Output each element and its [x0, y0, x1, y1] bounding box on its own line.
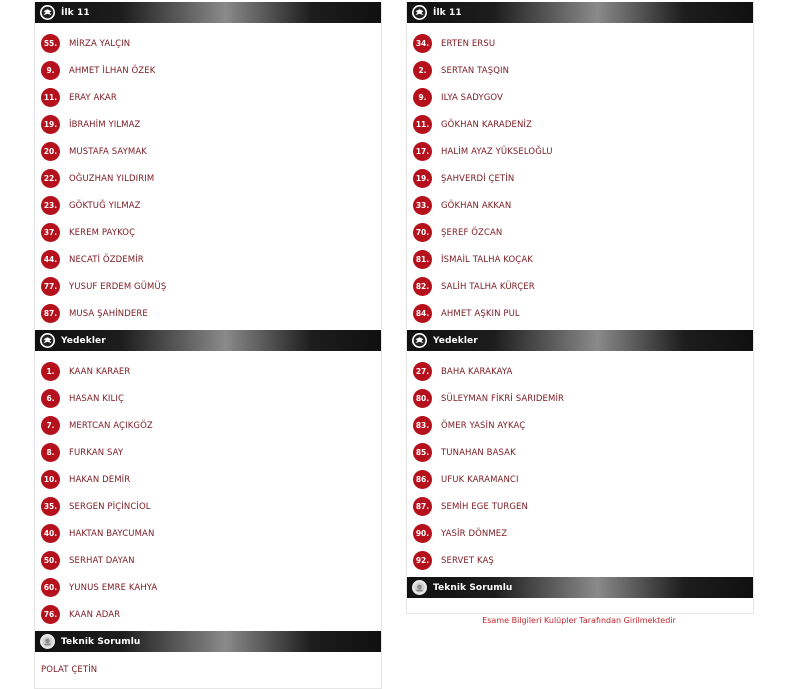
- coach-header: [35, 631, 381, 652]
- player-name-link[interactable]: SERVET KAŞ: [441, 555, 494, 566]
- coach-header: [407, 577, 753, 598]
- player-row[interactable]: [35, 30, 381, 57]
- player-name-link[interactable]: HAKTAN BAYCUMAN: [69, 528, 155, 539]
- jersey-number-badge: 9.: [413, 88, 432, 107]
- player-name-link[interactable]: ILYA SADYGOV: [441, 92, 503, 103]
- jersey-number-badge: 7.: [41, 416, 60, 435]
- player-row[interactable]: [407, 246, 753, 273]
- jersey-number-badge: 35.: [41, 497, 60, 516]
- jersey-number-badge: 83.: [413, 416, 432, 435]
- player-row[interactable]: [407, 300, 753, 327]
- jersey-number-badge: 1.: [41, 362, 60, 381]
- player-name-link[interactable]: İSMAİL TALHA KOÇAK: [441, 254, 533, 265]
- jersey-number-badge: 34.: [413, 34, 432, 53]
- jersey-number-badge: 81.: [413, 250, 432, 269]
- jersey-number-badge: 80.: [413, 389, 432, 408]
- player-name-link[interactable]: ŞEREF ÖZCAN: [441, 227, 503, 238]
- away-team-lineup: [406, 2, 754, 614]
- jersey-number-badge: 85.: [413, 443, 432, 462]
- player-row[interactable]: [407, 385, 753, 412]
- eagle-crest-icon: [40, 5, 55, 20]
- section-title: Yedekler: [61, 335, 106, 346]
- player-row[interactable]: [35, 601, 381, 628]
- player-row[interactable]: [35, 219, 381, 246]
- player-row[interactable]: [407, 57, 753, 84]
- jersey-number-badge: 20.: [41, 142, 60, 161]
- player-name-link[interactable]: ÖMER YASİN AYKAÇ: [441, 420, 526, 431]
- jersey-number-badge: 70.: [413, 223, 432, 242]
- player-name-link[interactable]: HASAN KILIÇ: [69, 393, 124, 404]
- player-name-link[interactable]: MUSA ŞAHİNDERE: [69, 308, 148, 319]
- player-name-link[interactable]: OĞUZHAN YILDIRIM: [69, 173, 155, 184]
- jersey-number-badge: 86.: [413, 470, 432, 489]
- player-row[interactable]: [35, 358, 381, 385]
- coach-emblem-icon: [40, 634, 55, 649]
- player-row[interactable]: [35, 385, 381, 412]
- player-name-link[interactable]: HALİM AYAZ YÜKSELOĞLU: [441, 146, 553, 157]
- home-team-lineup: [34, 2, 382, 689]
- starting-eleven-header: [35, 2, 381, 23]
- jersey-number-badge: 92.: [413, 551, 432, 570]
- player-name-link[interactable]: MİRZA YALÇIN: [69, 38, 131, 49]
- substitutes-list: [35, 351, 381, 631]
- coach-row-empty: [407, 598, 753, 613]
- player-row[interactable]: [35, 111, 381, 138]
- section-title: İlk 11: [61, 7, 90, 18]
- jersey-number-badge: 90.: [413, 524, 432, 543]
- player-row[interactable]: [35, 138, 381, 165]
- jersey-number-badge: 87.: [413, 497, 432, 516]
- jersey-number-badge: 37.: [41, 223, 60, 242]
- jersey-number-badge: 10.: [41, 470, 60, 489]
- player-name-link[interactable]: SERHAT DAYAN: [69, 555, 135, 566]
- player-row[interactable]: [407, 412, 753, 439]
- player-name-link[interactable]: YUSUF ERDEM GÜMÜŞ: [69, 281, 167, 292]
- coach-emblem-icon: [412, 580, 427, 595]
- player-row[interactable]: [35, 192, 381, 219]
- jersey-number-badge: 23.: [41, 196, 60, 215]
- starting-eleven-list: [35, 23, 381, 330]
- player-name-link[interactable]: MUSTAFA SAYMAK: [69, 146, 147, 157]
- player-name-link[interactable]: SERTAN TAŞQIN: [441, 65, 510, 76]
- jersey-number-badge: 6.: [41, 389, 60, 408]
- player-name-link[interactable]: NECATİ ÖZDEMİR: [69, 254, 144, 265]
- player-name-link[interactable]: KAAN KARAER: [69, 366, 131, 377]
- player-row[interactable]: [35, 84, 381, 111]
- substitutes-header: [407, 330, 753, 351]
- jersey-number-badge: 33.: [413, 196, 432, 215]
- jersey-number-badge: 44.: [41, 250, 60, 269]
- substitutes-header: [35, 330, 381, 351]
- jersey-number-badge: 19.: [413, 169, 432, 188]
- player-row[interactable]: [35, 273, 381, 300]
- jersey-number-badge: 76.: [41, 605, 60, 624]
- player-name-link[interactable]: MERTCAN AÇIKGÖZ: [69, 420, 153, 431]
- player-row[interactable]: [407, 111, 753, 138]
- player-name-link[interactable]: SEMİH EGE TURGEN: [441, 501, 528, 512]
- lineup-source-note: Esame Bilgileri Kulüpler Tarafından Girilmektedir: [482, 616, 676, 625]
- starting-eleven-header: [407, 2, 753, 23]
- player-name-link[interactable]: GÖKHAN KARADENİZ: [441, 119, 532, 130]
- player-row[interactable]: [35, 57, 381, 84]
- jersey-number-badge: 84.: [413, 304, 432, 323]
- player-name-link[interactable]: TUNAHAN BASAK: [441, 447, 516, 458]
- starting-eleven-list: [407, 23, 753, 330]
- section-title: İlk 11: [433, 7, 462, 18]
- player-row[interactable]: [407, 30, 753, 57]
- section-title: Yedekler: [433, 335, 478, 346]
- player-name-link[interactable]: SALİH TALHA KÜRÇER: [441, 281, 535, 292]
- player-row[interactable]: [407, 547, 753, 574]
- player-name-link[interactable]: YASİR DÖNMEZ: [441, 528, 508, 539]
- player-name-link[interactable]: SERGEN PİÇİNCİOL: [69, 501, 151, 512]
- player-row[interactable]: [407, 219, 753, 246]
- section-title: Teknik Sorumlu: [433, 582, 513, 593]
- jersey-number-badge: 11.: [413, 115, 432, 134]
- jersey-number-badge: 22.: [41, 169, 60, 188]
- player-name-link[interactable]: GÖKTUĞ YILMAZ: [69, 200, 141, 211]
- player-name-link[interactable]: YUNUS EMRE KAHYA: [69, 582, 158, 593]
- jersey-number-badge: 9.: [41, 61, 60, 80]
- eagle-crest-icon: [40, 333, 55, 348]
- player-row[interactable]: [35, 246, 381, 273]
- jersey-number-badge: 11.: [41, 88, 60, 107]
- player-name-link[interactable]: KAAN ADAR: [69, 609, 121, 620]
- jersey-number-badge: 50.: [41, 551, 60, 570]
- section-title: Teknik Sorumlu: [61, 636, 141, 647]
- jersey-number-badge: 77.: [41, 277, 60, 296]
- player-row[interactable]: [35, 165, 381, 192]
- coach-name[interactable]: POLAT ÇETİN: [41, 665, 98, 675]
- coach-row: [35, 652, 381, 688]
- player-name-link[interactable]: FURKAN SAY: [69, 447, 124, 458]
- player-row[interactable]: [407, 138, 753, 165]
- jersey-number-badge: 87.: [41, 304, 60, 323]
- player-row[interactable]: [35, 574, 381, 601]
- player-name-link[interactable]: BAHA KARAKAYA: [441, 366, 513, 377]
- player-name-link[interactable]: ŞAHVERDİ ÇETİN: [441, 173, 515, 184]
- player-name-link[interactable]: KEREM PAYKOÇ: [69, 227, 136, 238]
- player-row[interactable]: [407, 466, 753, 493]
- player-row[interactable]: [35, 466, 381, 493]
- player-row[interactable]: [407, 192, 753, 219]
- player-row[interactable]: [407, 439, 753, 466]
- player-row[interactable]: [407, 358, 753, 385]
- jersey-number-badge: 82.: [413, 277, 432, 296]
- jersey-number-badge: 55.: [41, 34, 60, 53]
- jersey-number-badge: 40.: [41, 524, 60, 543]
- jersey-number-badge: 17.: [413, 142, 432, 161]
- player-row[interactable]: [35, 300, 381, 327]
- jersey-number-badge: 19.: [41, 115, 60, 134]
- eagle-crest-icon: [412, 5, 427, 20]
- player-name-link[interactable]: UFUK KARAMANCI: [441, 474, 519, 485]
- player-row[interactable]: [35, 520, 381, 547]
- player-row[interactable]: [35, 439, 381, 466]
- jersey-number-badge: 2.: [413, 61, 432, 80]
- substitutes-list: [407, 351, 753, 577]
- player-name-link[interactable]: SÜLEYMAN FİKRİ SARIDEMİR: [441, 393, 565, 404]
- player-name-link[interactable]: HAKAN DEMİR: [69, 474, 131, 485]
- player-name-link[interactable]: AHMET AŞKIN PUL: [441, 308, 520, 319]
- player-row[interactable]: [407, 84, 753, 111]
- player-name-link[interactable]: ERTEN ERSU: [441, 38, 496, 49]
- eagle-crest-icon: [412, 333, 427, 348]
- player-name-link[interactable]: AHMET İLHAN ÖZEK: [69, 65, 156, 76]
- player-name-link[interactable]: GÖKHAN AKKAN: [441, 200, 512, 211]
- player-row[interactable]: [407, 165, 753, 192]
- jersey-number-badge: 60.: [41, 578, 60, 597]
- player-row[interactable]: [35, 493, 381, 520]
- player-row[interactable]: [407, 273, 753, 300]
- player-row[interactable]: [407, 520, 753, 547]
- player-row[interactable]: [35, 547, 381, 574]
- player-row[interactable]: [407, 493, 753, 520]
- player-name-link[interactable]: İBRAHİM YILMAZ: [69, 119, 141, 130]
- player-row[interactable]: [35, 412, 381, 439]
- player-name-link[interactable]: ERAY AKAR: [69, 92, 117, 103]
- jersey-number-badge: 27.: [413, 362, 432, 381]
- jersey-number-badge: 8.: [41, 443, 60, 462]
